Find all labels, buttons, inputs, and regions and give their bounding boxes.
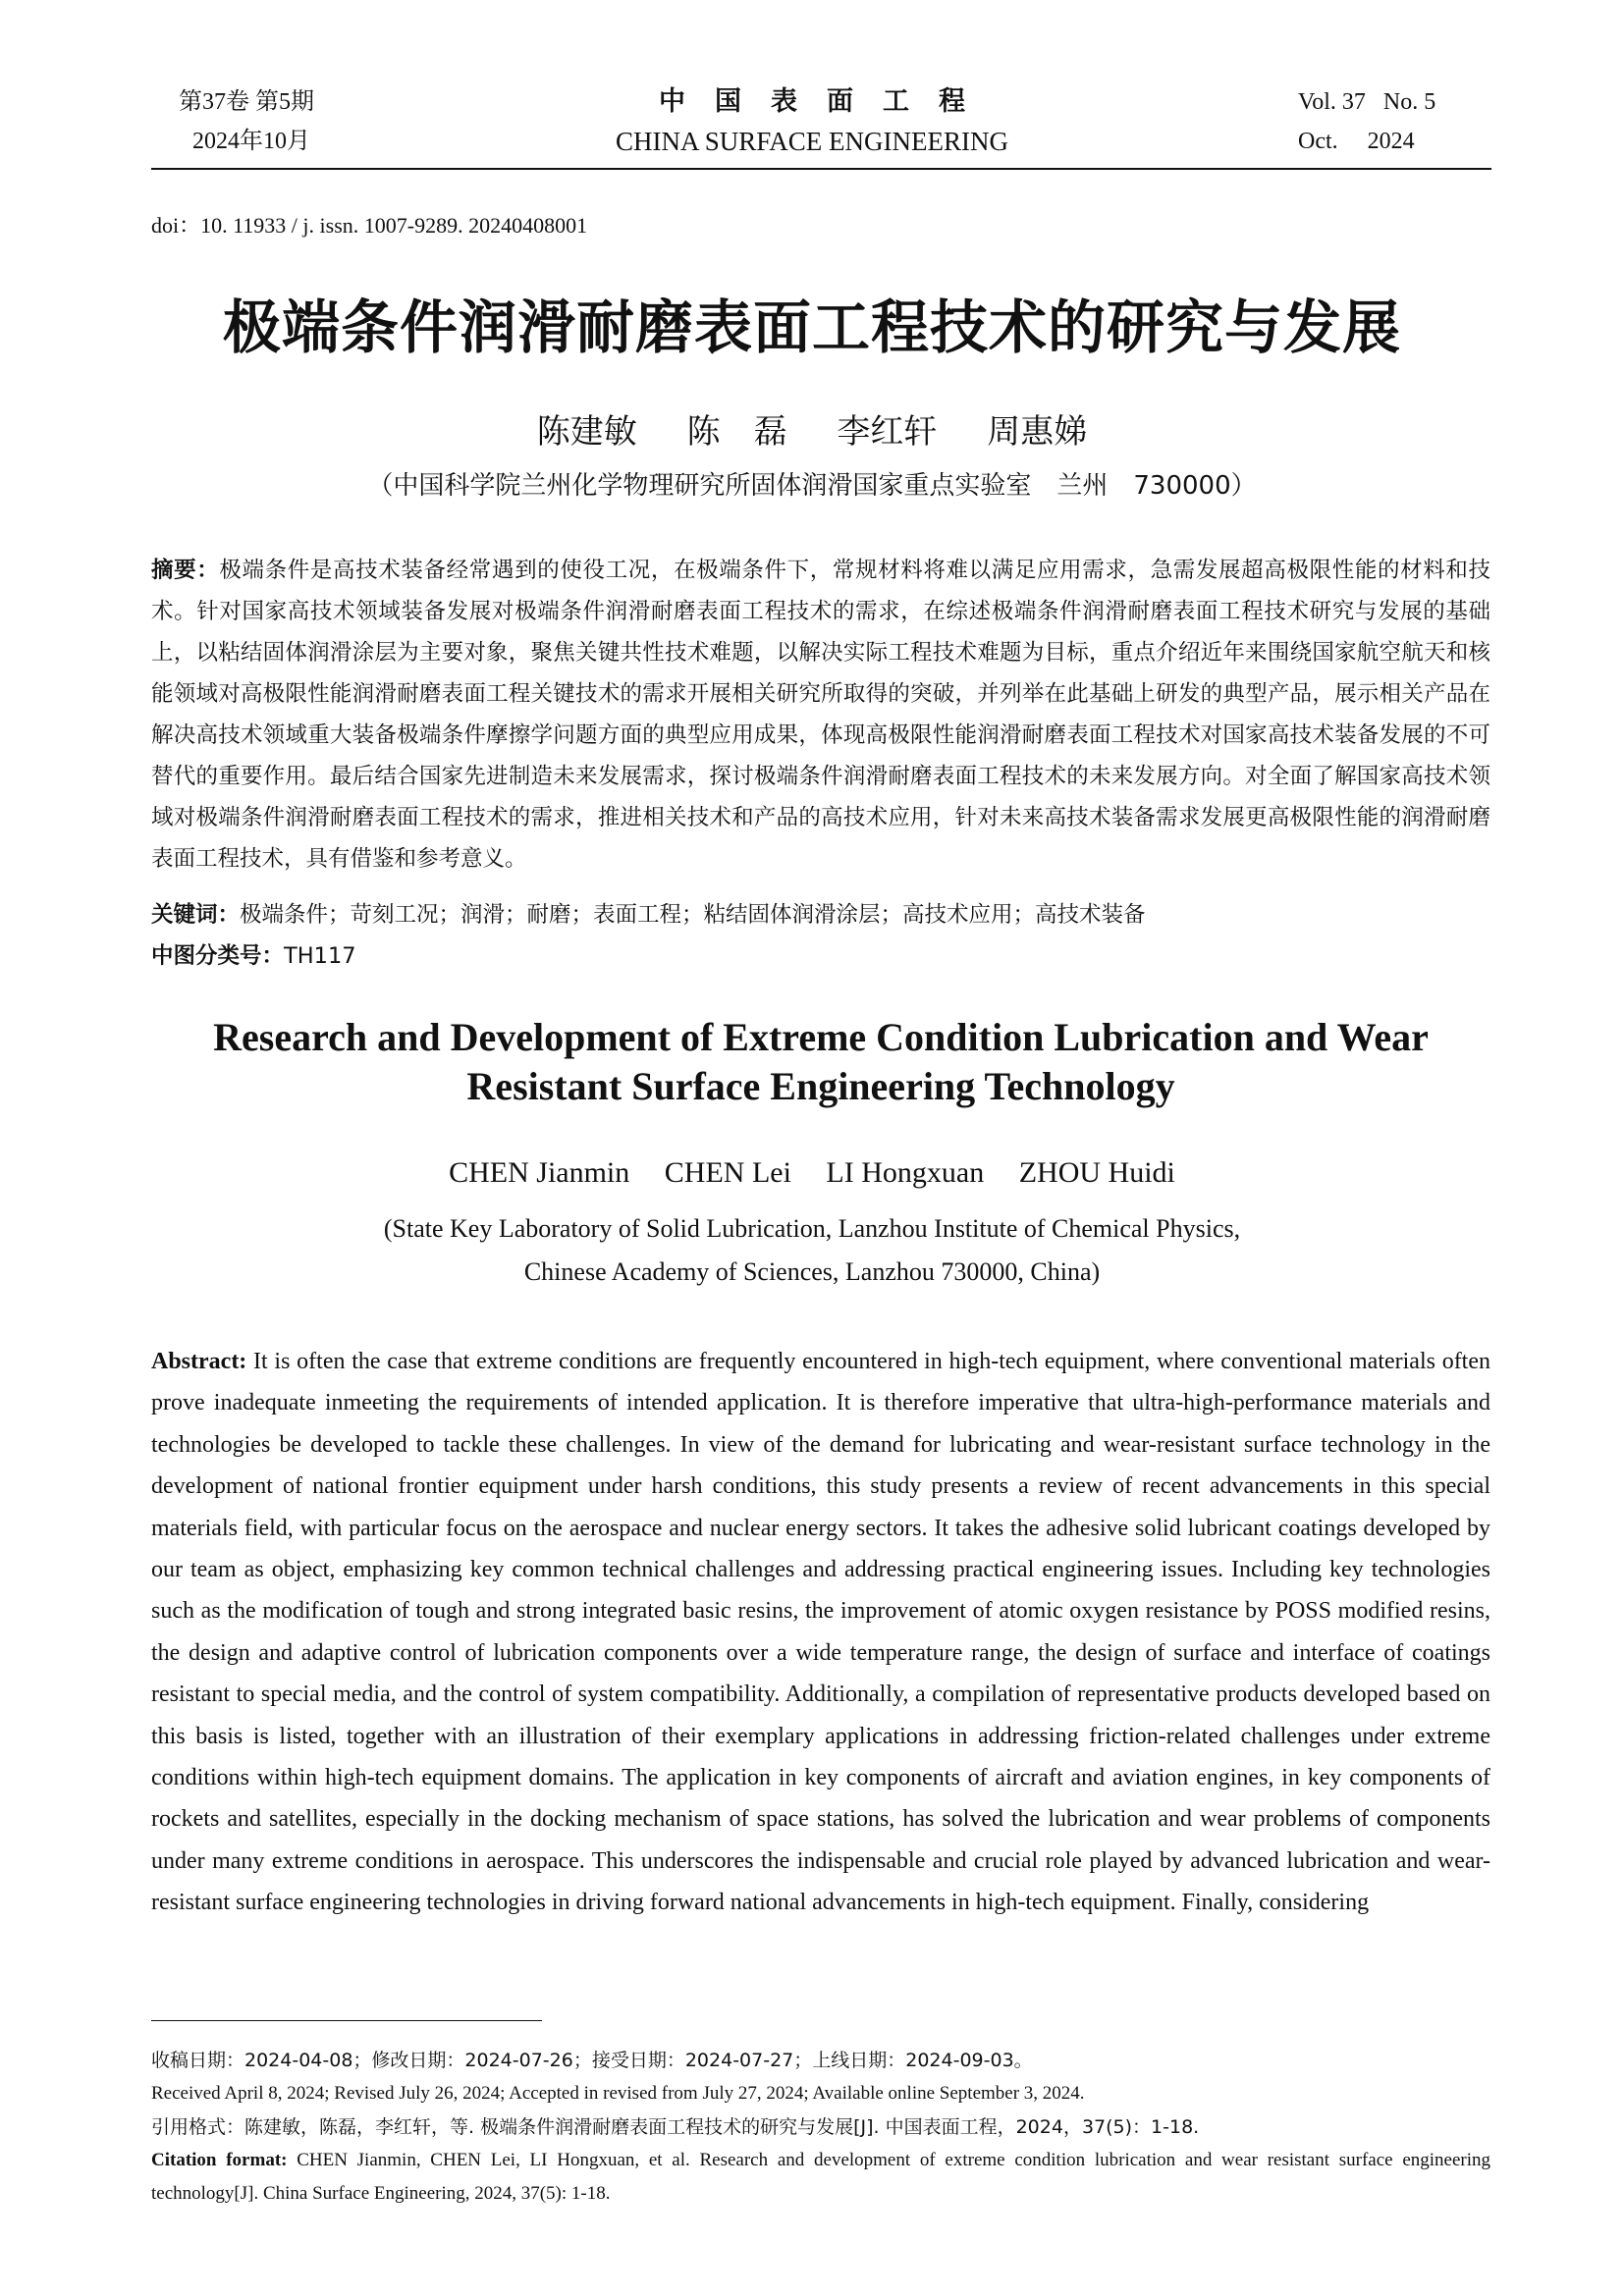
footnote-rule	[151, 2020, 542, 2021]
paper-title-en: Research and Development of Extreme Condition Lubrication and Wear Resistant Surface Engineering Technology	[213, 1015, 1429, 1108]
abstract-cn	[151, 550, 1490, 880]
classification-code: TH117	[284, 943, 356, 969]
keywords-label-cn: 关键词：	[151, 902, 241, 928]
date-cn: 2024年10月	[192, 129, 310, 154]
date-en: Oct. 2024	[1298, 129, 1415, 154]
author-en: CHEN Lei	[664, 1156, 791, 1189]
citation-label-en: Citation format:	[151, 2150, 288, 2170]
author-list-cn	[0, 404, 1624, 453]
author-list-en	[0, 1156, 1624, 1190]
affiliation-cn: （中国科学院兰州化学物理研究所固体润滑国家重点实验室 兰州 730000）	[367, 471, 1257, 501]
affiliation-en	[0, 1207, 1624, 1294]
affiliation-en-line: Chinese Academy of Sciences, Lanzhou 730000, China)	[523, 1257, 1101, 1286]
doi: doi：10. 11933 / j. issn. 1007-9289. 20240408001	[151, 213, 588, 238]
volume-issue-cn: 第37卷 第5期	[179, 89, 314, 115]
author-cn: 周惠娣	[987, 412, 1088, 452]
keywords-text-cn: 极端条件；苛刻工况；润滑；耐磨；表面工程；粘结固体润滑涂层；高技术应用；高技术装备	[240, 902, 1146, 928]
header-rule	[151, 168, 1491, 170]
keywords-cn	[151, 894, 1490, 935]
footnote-citation-en	[151, 2144, 1490, 2211]
abstract-text-cn: 极端条件是高技术装备经常遇到的使役工况，在极端条件下，常规材料将难以满足应用需求，急需发展超高极限性能的材料和技术。针对国家高技术领域装备发展对极端条件润滑耐磨表面工程技术的需求，在综述极端条件润滑耐磨表面工程技术研究与发展的基础上，以粘结固体润滑涂层为主要对象，聚焦关键共性技术难题，以解决实际工程技术难题为目标，重点介绍近年来围绕国家航空航天和核能领域对高极限性能润滑耐磨表面工程关键技术的需求开展相关研究所取得的突破，并列举在此基础上研发的典型产品，展示相关产品在解决高技术领域重大装备极端条件摩擦学问题方面的典型应用成果，体现高极限性能润滑耐磨表面工程技术对国家高技术装备发展的不可替代的重要作用。最后结合国家先进制造未来发展需求，探讨极端条件润滑耐磨表面工程技术的未来发展方向。对全面了解国家高技术领域对极端条件润滑耐磨表面工程技术的需求，推进相关技术和产品的高技术应用，针对未来高技术装备需求发展更高极限性能的润滑耐磨表面工程技术，具有借鉴和参考意义。	[151, 558, 1490, 872]
footnote-dates-en: Received April 8, 2024; Revised July 26, 2024; Accepted in revised from July 27, 2024; Available online September 3, 2024.	[151, 2083, 1085, 2104]
running-header-right	[1298, 82, 1435, 161]
affiliation-en-line: (State Key Laboratory of Solid Lubrication, Lanzhou Institute of Chemical Physics,	[383, 1214, 1241, 1243]
citation-text-en: CHEN Jianmin, CHEN Lei, LI Hongxuan, et al. Research and development of extreme condition lubrication and wear resistant surface engineering technology[J]. China Surface Engineering, 2024, 37(5): 1-18.	[151, 2150, 1490, 2204]
footnote-dates-cn: 收稿日期：2024-04-08；修改日期：2024-07-26；接受日期：2024-07-27；上线日期：2024-09-03。	[151, 2050, 1033, 2071]
classification-cn	[151, 935, 1490, 977]
abstract-en	[151, 1341, 1490, 1924]
abstract-label-en: Abstract:	[151, 1349, 247, 1374]
footnote-citation-cn: 引用格式：陈建敏，陈磊，李红轩，等. 极端条件润滑耐磨表面工程技术的研究与发展[J]. 中国表面工程，2024，37(5)：1-18.	[151, 2116, 1200, 2138]
classification-label-cn: 中图分类号：	[151, 943, 285, 969]
author-cn: 陈建敏	[536, 412, 637, 452]
journal-name-cn: 中国表面工程	[659, 86, 995, 117]
author-cn: 陈 磊	[686, 412, 787, 452]
author-en: LI Hongxuan	[826, 1156, 985, 1189]
abstract-label-cn: 摘要：	[151, 558, 220, 583]
volume-issue-en: Vol. 37 No. 5	[1298, 89, 1436, 115]
paper-title-cn: 极端条件润滑耐磨表面工程技术的研究与发展	[222, 294, 1401, 361]
author-en: ZHOU Huidi	[1018, 1156, 1175, 1189]
journal-name-en: CHINA SURFACE ENGINEERING	[615, 127, 1008, 156]
abstract-text-en: It is often the case that extreme conditions are frequently encountered in high-tech equipment, where conventional materials often prove inadequate inmeeting the requirements of intended application. It is therefore imperative that ultra-high-performance materials and technologies be developed to tackle these challenges. In view of the demand for lubricating and wear-resistant surface technology in the development of national frontier equipment under harsh conditions, this study presents a review of recent advancements in this special materials field, with particular focus on the aerospace and nuclear energy sectors. It takes the adhesive solid lubricant coatings developed by our team as object, emphasizing key common technical challenges and addressing practical engineering issues. Including key technologies such as the modification of tough and strong integrated basic resins, the improvement of atomic oxygen resistance by POSS modified resins, the design and adaptive control of lubrication components over a wide temperature range, the design of surface and interface of coatings resistant to special media, and the control of system compatibility. Additionally, a compilation of representative products developed based on this basis is listed, together with an illustration of their exemplary applications in addressing friction-related challenges under extreme conditions within high-tech equipment domains. The application in key components of aircraft and aviation engines, in key components of rockets and satellites, especially in the docking mechanism of space stations, has solved the lubrication and wear problems of components under many extreme conditions in aerospace. This underscores the indispensable and crucial role played by advanced lubrication and wear-resistant surface engineering technologies in driving forward national advancements in high-tech equipment. Finally, considering	[151, 1349, 1490, 1916]
author-cn: 李红轩	[837, 412, 938, 452]
author-en: CHEN Jianmin	[449, 1156, 630, 1189]
